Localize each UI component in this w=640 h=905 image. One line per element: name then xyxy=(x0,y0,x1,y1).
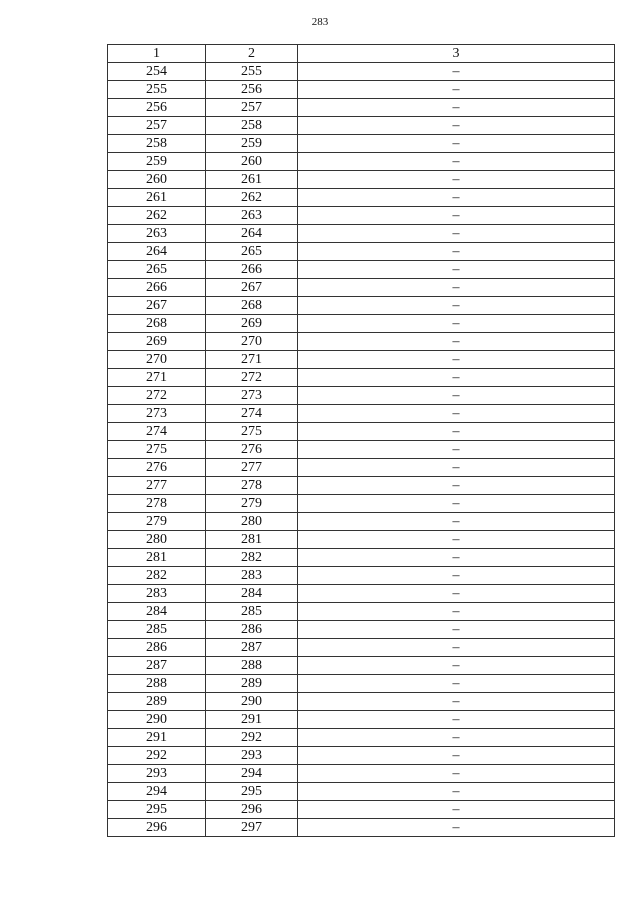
table-cell-col-2: 266 xyxy=(206,261,298,279)
table-cell-col-2: 263 xyxy=(206,207,298,225)
table-cell-col-1: 266 xyxy=(108,279,206,297)
table-cell-col-1: 267 xyxy=(108,297,206,315)
table-row xyxy=(108,369,615,387)
table-cell-col-2: 296 xyxy=(206,801,298,819)
table-row xyxy=(108,405,615,423)
table-row xyxy=(108,639,615,657)
table-cell-col-1: 260 xyxy=(108,171,206,189)
table-row xyxy=(108,315,615,333)
column-header-3: 3 xyxy=(298,45,615,63)
table-cell-col-1: 294 xyxy=(108,783,206,801)
table-row xyxy=(108,585,615,603)
table-cell-col-2: 282 xyxy=(206,549,298,567)
table-cell-col-2: 293 xyxy=(206,747,298,765)
table-cell-col-3: – xyxy=(298,657,615,675)
table-cell-col-3: – xyxy=(298,441,615,459)
table-cell-col-2: 264 xyxy=(206,225,298,243)
table-cell-col-2: 261 xyxy=(206,171,298,189)
table-row xyxy=(108,423,615,441)
table-cell-col-3: – xyxy=(298,621,615,639)
table-cell-col-3: – xyxy=(298,261,615,279)
table-cell-col-1: 284 xyxy=(108,603,206,621)
table-row xyxy=(108,261,615,279)
table-body xyxy=(108,63,615,837)
table-row xyxy=(108,459,615,477)
table-cell-col-2: 294 xyxy=(206,765,298,783)
table-cell-col-2: 260 xyxy=(206,153,298,171)
table-row xyxy=(108,657,615,675)
table-row xyxy=(108,333,615,351)
table-row xyxy=(108,63,615,81)
table-cell-col-1: 262 xyxy=(108,207,206,225)
table-cell-col-1: 269 xyxy=(108,333,206,351)
table-cell-col-3: – xyxy=(298,279,615,297)
table-cell-col-1: 292 xyxy=(108,747,206,765)
table-cell-col-2: 292 xyxy=(206,729,298,747)
table-cell-col-3: – xyxy=(298,207,615,225)
table-cell-col-3: – xyxy=(298,783,615,801)
table-cell-col-1: 275 xyxy=(108,441,206,459)
table-row xyxy=(108,621,615,639)
table-cell-col-3: – xyxy=(298,567,615,585)
table-cell-col-1: 285 xyxy=(108,621,206,639)
column-header-2: 2 xyxy=(206,45,298,63)
table-cell-col-3: – xyxy=(298,99,615,117)
table-cell-col-1: 278 xyxy=(108,495,206,513)
table-cell-col-2: 290 xyxy=(206,693,298,711)
table-cell-col-3: – xyxy=(298,585,615,603)
table-cell-col-3: – xyxy=(298,153,615,171)
table-row xyxy=(108,495,615,513)
table-cell-col-2: 281 xyxy=(206,531,298,549)
table-cell-col-1: 256 xyxy=(108,99,206,117)
table-cell-col-2: 275 xyxy=(206,423,298,441)
table-cell-col-1: 291 xyxy=(108,729,206,747)
table-row xyxy=(108,387,615,405)
table-cell-col-3: – xyxy=(298,405,615,423)
table-cell-col-3: – xyxy=(298,693,615,711)
table-row xyxy=(108,477,615,495)
table-cell-col-3: – xyxy=(298,531,615,549)
page-number: 283 xyxy=(311,16,329,28)
table-cell-col-1: 276 xyxy=(108,459,206,477)
table-row xyxy=(108,225,615,243)
table-cell-col-2: 278 xyxy=(206,477,298,495)
table-cell-col-1: 265 xyxy=(108,261,206,279)
table-cell-col-3: – xyxy=(298,711,615,729)
table-row xyxy=(108,441,615,459)
table-cell-col-3: – xyxy=(298,297,615,315)
table-row xyxy=(108,549,615,567)
table-cell-col-3: – xyxy=(298,477,615,495)
table-cell-col-1: 254 xyxy=(108,63,206,81)
table-cell-col-1: 259 xyxy=(108,153,206,171)
table-cell-col-1: 257 xyxy=(108,117,206,135)
table-cell-col-3: – xyxy=(298,225,615,243)
table-cell-col-2: 288 xyxy=(206,657,298,675)
table-cell-col-2: 295 xyxy=(206,783,298,801)
table-row xyxy=(108,135,615,153)
table-cell-col-2: 285 xyxy=(206,603,298,621)
table-cell-col-2: 269 xyxy=(206,315,298,333)
table-cell-col-3: – xyxy=(298,333,615,351)
table-cell-col-1: 286 xyxy=(108,639,206,657)
table-cell-col-1: 258 xyxy=(108,135,206,153)
table-cell-col-3: – xyxy=(298,243,615,261)
table-cell-col-1: 270 xyxy=(108,351,206,369)
table-cell-col-3: – xyxy=(298,351,615,369)
table-row xyxy=(108,711,615,729)
table-cell-col-1: 263 xyxy=(108,225,206,243)
table-cell-col-3: – xyxy=(298,729,615,747)
table-cell-col-1: 288 xyxy=(108,675,206,693)
table-cell-col-3: – xyxy=(298,603,615,621)
table-cell-col-2: 276 xyxy=(206,441,298,459)
table-cell-col-3: – xyxy=(298,63,615,81)
table-cell-col-1: 280 xyxy=(108,531,206,549)
table-cell-col-3: – xyxy=(298,189,615,207)
table-row xyxy=(108,189,615,207)
table-row xyxy=(108,81,615,99)
table-row xyxy=(108,99,615,117)
table-row xyxy=(108,531,615,549)
table-cell-col-2: 280 xyxy=(206,513,298,531)
table-cell-col-1: 283 xyxy=(108,585,206,603)
table-cell-col-1: 268 xyxy=(108,315,206,333)
table-cell-col-1: 255 xyxy=(108,81,206,99)
table-cell-col-2: 286 xyxy=(206,621,298,639)
data-table xyxy=(107,44,615,837)
table-cell-col-1: 290 xyxy=(108,711,206,729)
table-cell-col-2: 265 xyxy=(206,243,298,261)
table-cell-col-1: 287 xyxy=(108,657,206,675)
table-cell-col-1: 274 xyxy=(108,423,206,441)
table-cell-col-3: – xyxy=(298,369,615,387)
table-row xyxy=(108,513,615,531)
table-row xyxy=(108,117,615,135)
table-row xyxy=(108,747,615,765)
table-cell-col-1: 282 xyxy=(108,567,206,585)
table-cell-col-3: – xyxy=(298,459,615,477)
table-row xyxy=(108,693,615,711)
table-cell-col-3: – xyxy=(298,675,615,693)
table-cell-col-1: 264 xyxy=(108,243,206,261)
table-row xyxy=(108,675,615,693)
table-cell-col-2: 297 xyxy=(206,819,298,837)
table-cell-col-2: 272 xyxy=(206,369,298,387)
table-cell-col-2: 289 xyxy=(206,675,298,693)
table-row xyxy=(108,171,615,189)
table-row xyxy=(108,729,615,747)
table-cell-col-2: 256 xyxy=(206,81,298,99)
table-cell-col-2: 255 xyxy=(206,63,298,81)
table-row xyxy=(108,567,615,585)
table-row xyxy=(108,351,615,369)
table-cell-col-2: 291 xyxy=(206,711,298,729)
table-cell-col-3: – xyxy=(298,513,615,531)
table-cell-col-3: – xyxy=(298,117,615,135)
table-cell-col-1: 296 xyxy=(108,819,206,837)
table-cell-col-1: 289 xyxy=(108,693,206,711)
table-cell-col-3: – xyxy=(298,81,615,99)
table-row xyxy=(108,603,615,621)
table-cell-col-1: 293 xyxy=(108,765,206,783)
table-cell-col-1: 281 xyxy=(108,549,206,567)
table-cell-col-3: – xyxy=(298,171,615,189)
table-row xyxy=(108,279,615,297)
table-cell-col-3: – xyxy=(298,747,615,765)
table-cell-col-2: 283 xyxy=(206,567,298,585)
table-row xyxy=(108,801,615,819)
table-cell-col-2: 271 xyxy=(206,351,298,369)
table-cell-col-1: 295 xyxy=(108,801,206,819)
table-row xyxy=(108,153,615,171)
table-cell-col-2: 258 xyxy=(206,117,298,135)
table-cell-col-2: 259 xyxy=(206,135,298,153)
table-cell-col-2: 284 xyxy=(206,585,298,603)
table-cell-col-3: – xyxy=(298,387,615,405)
table-cell-col-1: 271 xyxy=(108,369,206,387)
column-header-1: 1 xyxy=(108,45,206,63)
table-cell-col-1: 272 xyxy=(108,387,206,405)
table-cell-col-1: 273 xyxy=(108,405,206,423)
table-cell-col-1: 277 xyxy=(108,477,206,495)
table-cell-col-2: 287 xyxy=(206,639,298,657)
table-cell-col-2: 270 xyxy=(206,333,298,351)
table-header-row xyxy=(108,45,615,63)
table-cell-col-3: – xyxy=(298,549,615,567)
table-cell-col-2: 257 xyxy=(206,99,298,117)
table-cell-col-2: 273 xyxy=(206,387,298,405)
table-row xyxy=(108,207,615,225)
table-cell-col-2: 268 xyxy=(206,297,298,315)
table-row xyxy=(108,243,615,261)
table-cell-col-1: 261 xyxy=(108,189,206,207)
table-cell-col-3: – xyxy=(298,423,615,441)
table-cell-col-2: 267 xyxy=(206,279,298,297)
table-row xyxy=(108,819,615,837)
table-cell-col-3: – xyxy=(298,639,615,657)
table-cell-col-2: 262 xyxy=(206,189,298,207)
table-cell-col-2: 274 xyxy=(206,405,298,423)
table-cell-col-3: – xyxy=(298,495,615,513)
table-row xyxy=(108,297,615,315)
table-cell-col-2: 279 xyxy=(206,495,298,513)
table-cell-col-3: – xyxy=(298,765,615,783)
table-cell-col-1: 279 xyxy=(108,513,206,531)
table-cell-col-3: – xyxy=(298,801,615,819)
table-cell-col-3: – xyxy=(298,819,615,837)
table-row xyxy=(108,783,615,801)
table-row xyxy=(108,765,615,783)
table-cell-col-2: 277 xyxy=(206,459,298,477)
table-cell-col-3: – xyxy=(298,135,615,153)
table-cell-col-3: – xyxy=(298,315,615,333)
